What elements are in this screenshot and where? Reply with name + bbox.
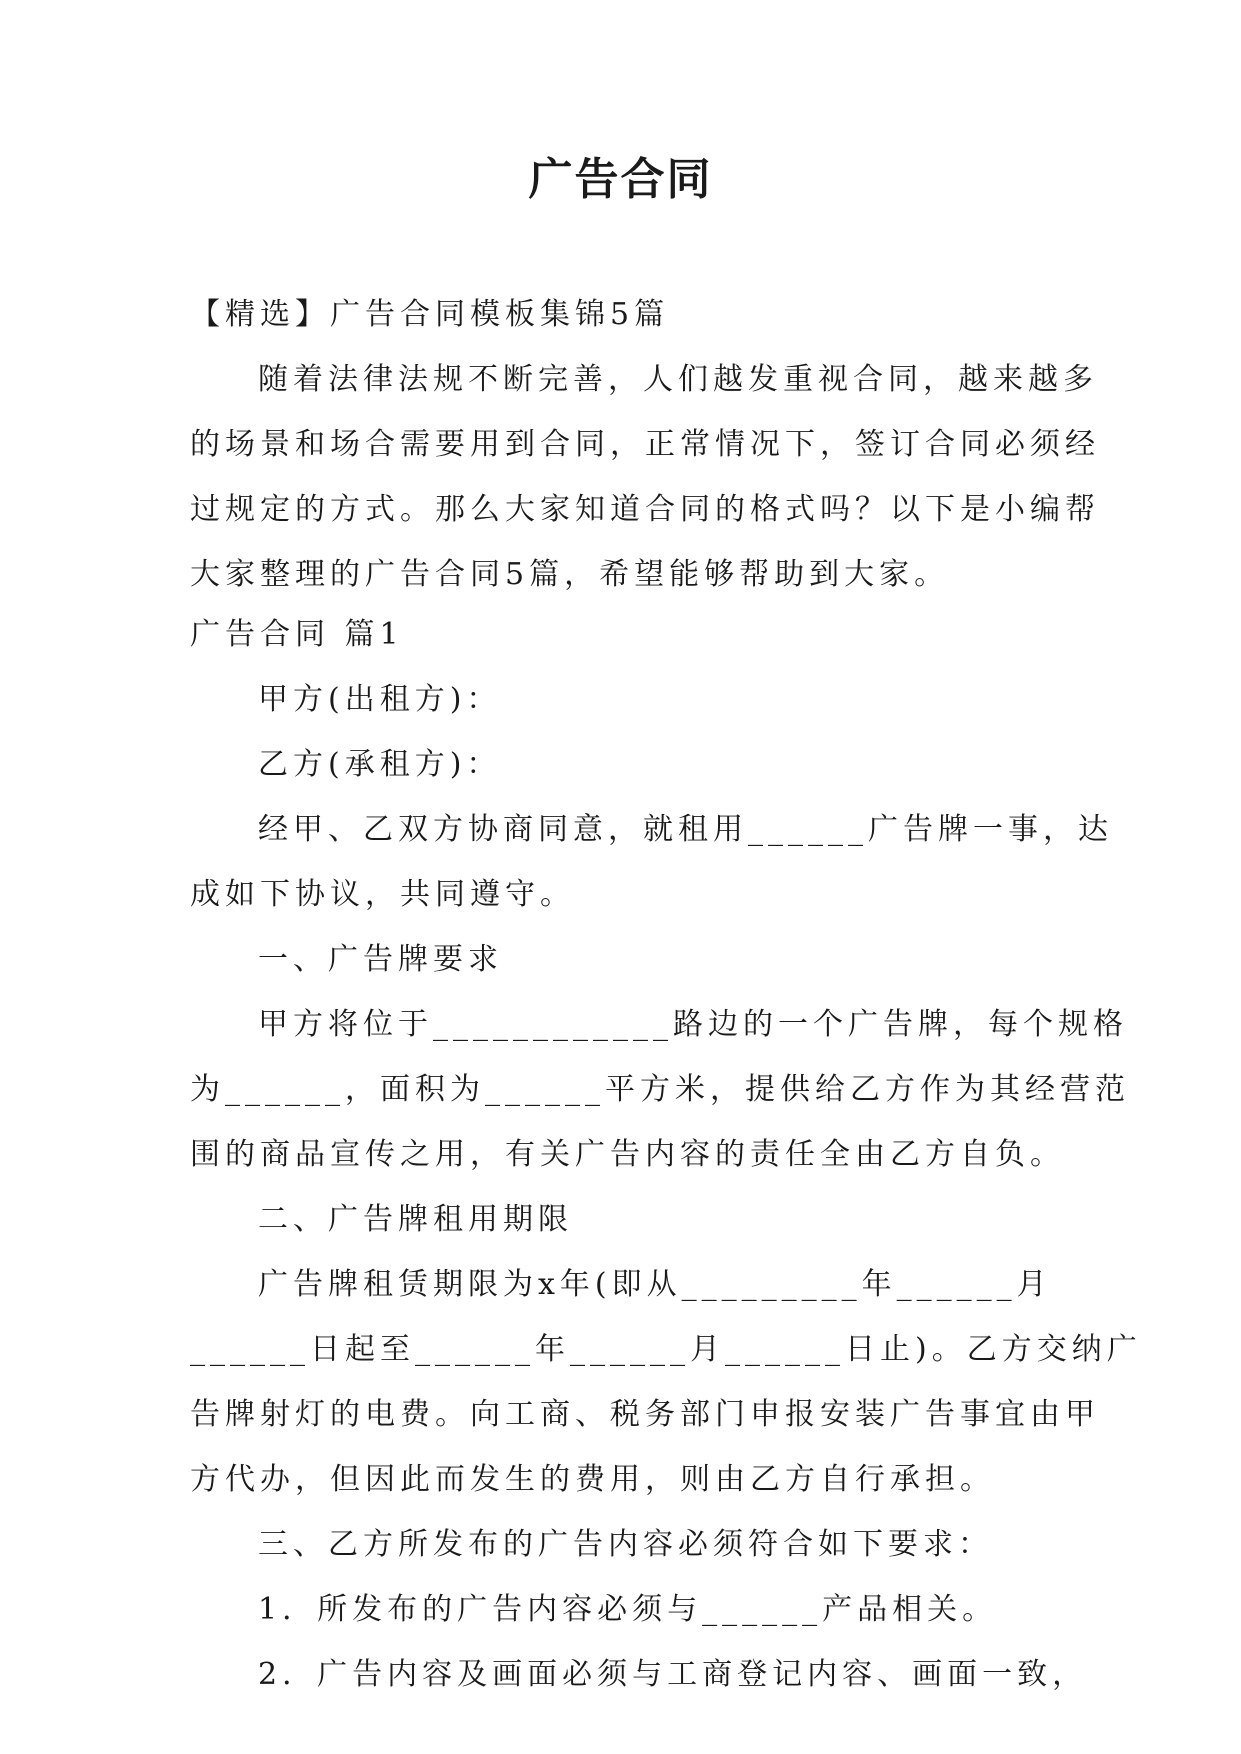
clause-paragraph-line: ______日起至______年______月______日止)。乙方交纳广 — [190, 1332, 1142, 1367]
agreement-paragraph-line: 经甲、乙双方协商同意，就租用______广告牌一事，达 — [258, 812, 1113, 847]
list-item: 1．所发布的广告内容必须与______产品相关。 — [258, 1592, 998, 1627]
intro-paragraph-line: 随着法律法规不断完善，人们越发重视合同，越来越多 — [258, 362, 1098, 397]
intro-paragraph-line: 大家整理的广告合同5篇，希望能够帮助到大家。 — [190, 557, 950, 592]
list-item: 2．广告内容及画面必须与工商登记内容、画面一致， — [258, 1657, 1088, 1692]
section-heading: 广告合同 篇1 — [190, 617, 404, 652]
agreement-paragraph-line: 成如下协议，共同遵守。 — [190, 877, 575, 912]
clause-paragraph-line: 广告牌租赁期限为x年(即从_________年______月 — [258, 1267, 1052, 1302]
party-b-line: 乙方(承租方)： — [258, 747, 502, 782]
clause-heading: 一、广告牌要求 — [258, 942, 503, 977]
document-title: 广告合同 — [528, 154, 713, 205]
party-a-line: 甲方(出租方)： — [258, 682, 502, 717]
clause-paragraph-line: 方代办，但因此而发生的费用，则由乙方自行承担。 — [190, 1462, 995, 1497]
clause-heading: 三、乙方所发布的广告内容必须符合如下要求： — [258, 1527, 993, 1562]
document-subtitle: 【精选】广告合同模板集锦5篇 — [190, 297, 670, 332]
intro-paragraph-line: 的场景和场合需要用到合同，正常情况下，签订合同必须经 — [190, 427, 1100, 462]
intro-paragraph-line: 过规定的方式。那么大家知道合同的格式吗？以下是小编帮 — [190, 492, 1100, 527]
clause-paragraph-line: 告牌射灯的电费。向工商、税务部门申报安装广告事宜由甲 — [190, 1397, 1100, 1432]
clause-paragraph-line: 围的商品宣传之用，有关广告内容的责任全由乙方自负。 — [190, 1137, 1065, 1172]
clause-heading: 二、广告牌租用期限 — [258, 1202, 573, 1237]
clause-paragraph-line: 为______，面积为______平方米，提供给乙方作为其经营范 — [190, 1072, 1130, 1107]
clause-paragraph-line: 甲方将位于____________路边的一个广告牌，每个规格 — [258, 1007, 1128, 1042]
